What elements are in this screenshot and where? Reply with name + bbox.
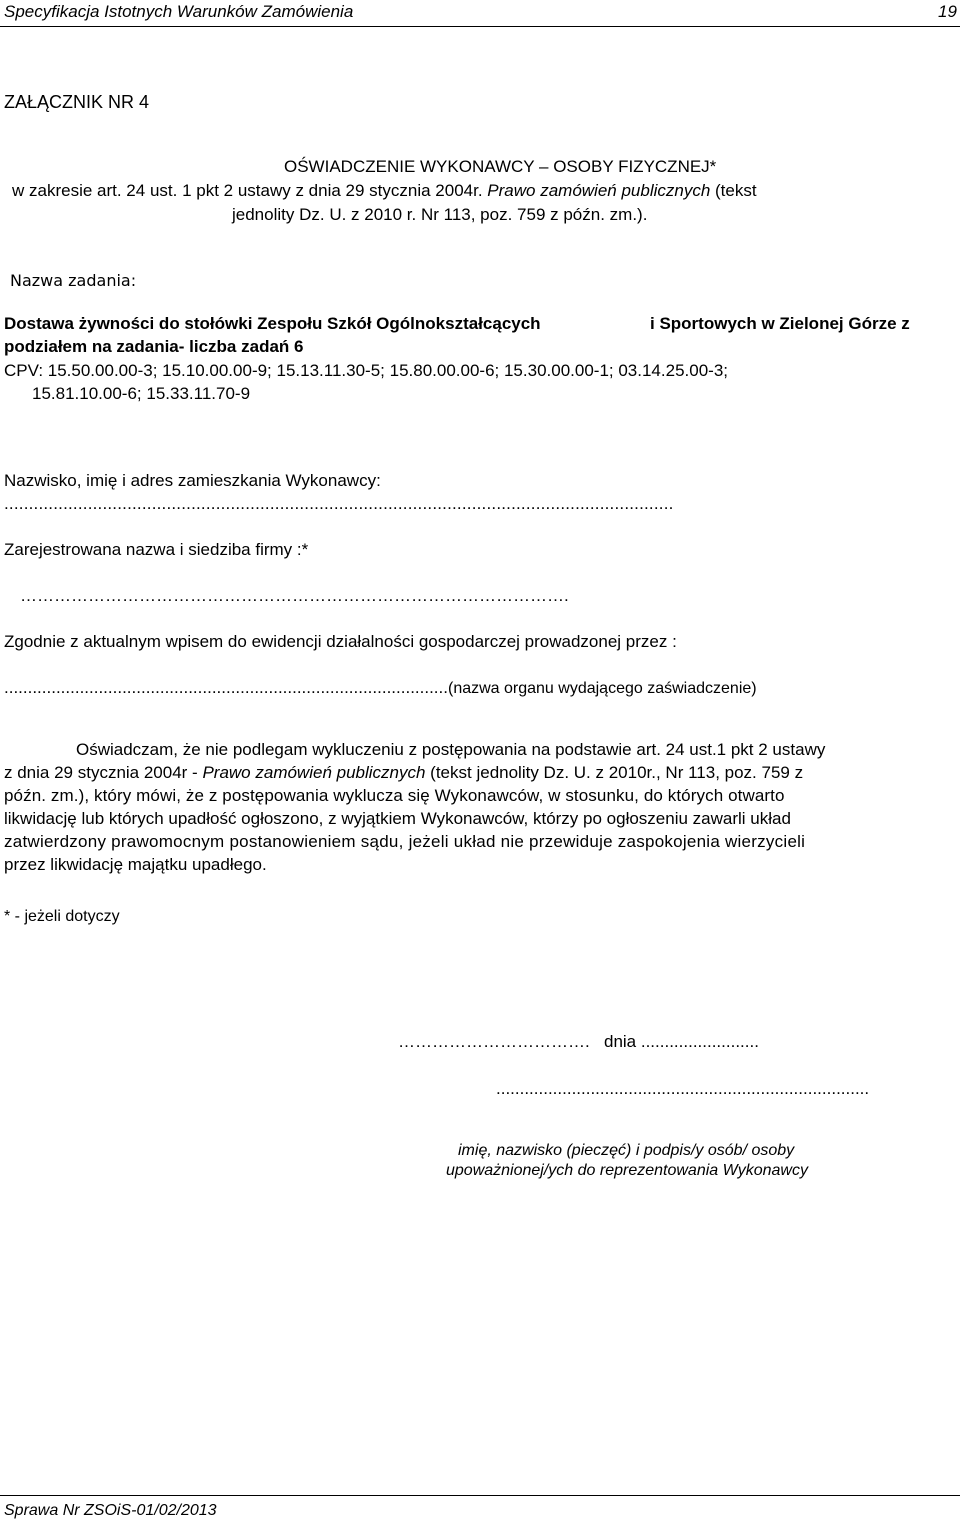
statement-title: OŚWIADCZENIE WYKONAWCY – OSOBY FIZYCZNEJ*	[284, 157, 717, 176]
task-label: Nazwa zadania:	[10, 271, 137, 290]
task-title-right: i Sportowych w Zielonej Górze z	[650, 314, 910, 333]
task-title-left: Dostawa żywności do stołówki Zespołu Szkół Ogólnokształcących	[4, 314, 541, 333]
header-title: Specyfikacja Istotnych Warunków Zamówienia	[4, 2, 354, 21]
place-field[interactable]: …………………………….	[398, 1032, 590, 1051]
declaration-line-4: likwidację lub których upadłość ogłoszono, z wyjątkiem Wykonawców, którzy po ogłoszeniu zawarli układ	[4, 809, 791, 828]
declaration-line-6: przez likwidację majątku upadłego.	[4, 855, 267, 874]
company-label: Zarejestrowana nazwa i siedziba firmy :*	[4, 540, 309, 559]
page-number: 19	[938, 2, 957, 21]
cpv-codes-line1: CPV: 15.50.00.00-3; 15.10.00.00-9; 15.13.11.30-5; 15.80.00.00-6; 15.30.00.00-1; 03.14.25.00-3;	[4, 361, 728, 380]
declaration-line-3: późn. zm.), który mówi, że z postępowania wyklucza się Wykonawców, w stosunku, do których otwarto	[4, 786, 785, 805]
register-note: (nazwa organu wydającego zaświadczenie)	[447, 680, 757, 697]
declaration-line-5: zatwierdzony prawomocnym postanowieniem sądu, jeżeli układ nie przewiduje zaspokojenia wierzycieli	[4, 832, 806, 851]
footnote: * - jeżeli dotyczy	[4, 908, 120, 925]
signature-caption-1: imię, nazwisko (pieczęć) i podpis/y osób/ osoby	[458, 1142, 795, 1159]
register-field[interactable]	[4, 678, 757, 698]
register-dots: ..............................................................................................	[4, 678, 448, 697]
declaration-line-1: Oświadczam, że nie podlegam wykluczeniu z postępowania na podstawie art. 24 ust.1 pkt 2 ustawy	[76, 740, 826, 759]
signature-caption-2: upoważnionej/ych do reprezentowania Wykonawcy	[446, 1162, 808, 1179]
contractor-name-label: Nazwisko, imię i adres zamieszkania Wykonawcy:	[4, 471, 381, 490]
cpv-codes-line2: 15.81.10.00-6; 15.33.11.70-9	[32, 384, 251, 403]
statement-reference: jednolity Dz. U. z 2010 r. Nr 113, poz. 759 z późn. zm.).	[232, 205, 648, 224]
contractor-name-field[interactable]: ........................................................................................................................................	[4, 494, 674, 513]
register-label: Zgodnie z aktualnym wpisem do ewidencji działalności gospodarczej prowadzonej przez :	[4, 632, 677, 651]
signature-field[interactable]: ...............................................................................	[496, 1079, 870, 1098]
declaration-line-2: z dnia 29 stycznia 2004r - Prawo zamówień publicznych (tekst jednolity Dz. U. z 2010r., Nr 113, poz. 759 z	[4, 763, 804, 782]
date-field[interactable]: dnia .........................	[604, 1032, 759, 1051]
footer-divider	[0, 1495, 960, 1496]
annex-title: ZAŁĄCZNIK NR 4	[4, 92, 150, 112]
statement-scope: w zakresie art. 24 ust. 1 pkt 2 ustawy z dnia 29 stycznia 2004r. Prawo zamówień publicznych (tekst	[12, 181, 757, 200]
header-divider	[0, 26, 960, 27]
task-division: podziałem na zadania- liczba zadań 6	[4, 337, 304, 356]
footer-case-number: Sprawa Nr ZSOiS-01/02/2013	[4, 1502, 217, 1519]
company-field[interactable]: …………………………………………………………………………………….	[20, 586, 569, 605]
